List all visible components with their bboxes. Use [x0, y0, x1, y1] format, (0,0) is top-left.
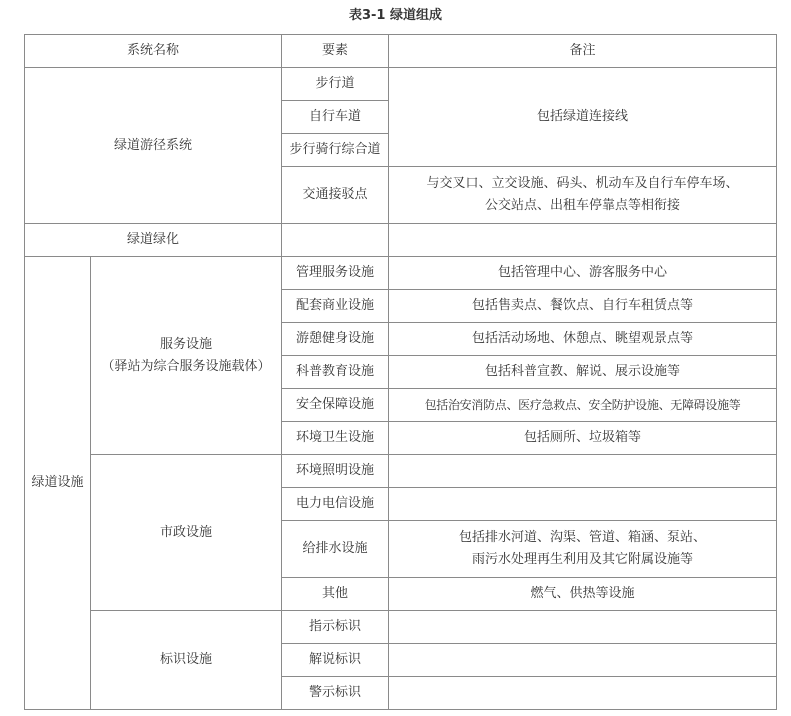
header-note: 备注 — [389, 35, 777, 68]
note-cell — [389, 644, 777, 677]
note-cell — [389, 488, 777, 521]
table-header-row — [25, 35, 777, 68]
table-row — [25, 257, 777, 290]
subsystem-service-facilities — [91, 257, 282, 455]
element-cell: 其他 — [282, 578, 389, 611]
table-row — [25, 611, 777, 644]
header-system-name: 系统名称 — [25, 35, 282, 68]
element-cell: 游憩健身设施 — [282, 323, 389, 356]
table-row — [25, 455, 777, 488]
system-greenway-path: 绿道游径系统 — [25, 68, 282, 224]
element-cell: 给排水设施 — [282, 521, 389, 578]
element-cell: 交通接驳点 — [282, 167, 389, 224]
note-cell — [389, 611, 777, 644]
note-line: 与交叉口、立交设施、码头、机动车及自行车停车场、 — [426, 176, 739, 191]
element-cell: 步行骑行综合道 — [282, 134, 389, 167]
element-cell: 警示标识 — [282, 677, 389, 710]
element-cell — [282, 224, 389, 257]
note-cell: 包括绿道连接线 — [389, 68, 777, 167]
note-cell: 包括科普宣教、解说、展示设施等 — [389, 356, 777, 389]
note-cell: 包括管理中心、游客服务中心 — [389, 257, 777, 290]
element-cell: 解说标识 — [282, 644, 389, 677]
system-greenway-greening: 绿道绿化 — [25, 224, 282, 257]
subsystem-name: 服务设施 — [160, 336, 213, 352]
element-cell: 电力电信设施 — [282, 488, 389, 521]
note-cell: 包括活动场地、休憩点、眺望观景点等 — [389, 323, 777, 356]
element-cell: 安全保障设施 — [282, 389, 389, 422]
note-cell — [389, 677, 777, 710]
note-cell — [389, 224, 777, 257]
note-line: 公交站点、出租车停靠点等相衔接 — [485, 198, 681, 213]
subsystem-signage-facilities: 标识设施 — [91, 611, 282, 710]
element-cell: 管理服务设施 — [282, 257, 389, 290]
note-line: 包括排水河道、沟渠、管道、箱涵、泵站、 — [459, 530, 707, 545]
note-cell — [389, 521, 777, 578]
element-cell: 步行道 — [282, 68, 389, 101]
subsystem-subtitle: （驿站为综合服务设施载体） — [101, 358, 271, 374]
element-cell: 环境照明设施 — [282, 455, 389, 488]
element-cell: 配套商业设施 — [282, 290, 389, 323]
table-row — [25, 224, 777, 257]
system-greenway-facilities: 绿道设施 — [25, 257, 91, 710]
table-caption: 表3-1 绿道组成 — [348, 8, 442, 23]
subsystem-municipal-facilities: 市政设施 — [91, 455, 282, 611]
note-cell — [389, 167, 777, 224]
note-line: 雨污水处理再生利用及其它附属设施等 — [472, 552, 694, 567]
element-cell: 科普教育设施 — [282, 356, 389, 389]
note-cell: 包括厕所、垃圾箱等 — [389, 422, 777, 455]
note-cell: 燃气、供热等设施 — [389, 578, 777, 611]
element-cell: 环境卫生设施 — [282, 422, 389, 455]
element-cell: 自行车道 — [282, 101, 389, 134]
greenway-composition-table — [24, 34, 777, 710]
note-cell — [389, 455, 777, 488]
header-element: 要素 — [282, 35, 389, 68]
element-cell: 指示标识 — [282, 611, 389, 644]
note-cell: 包括治安消防点、医疗急救点、安全防护设施、无障碍设施等 — [389, 389, 777, 422]
table-row — [25, 68, 777, 101]
note-cell: 包括售卖点、餐饮点、自行车租赁点等 — [389, 290, 777, 323]
